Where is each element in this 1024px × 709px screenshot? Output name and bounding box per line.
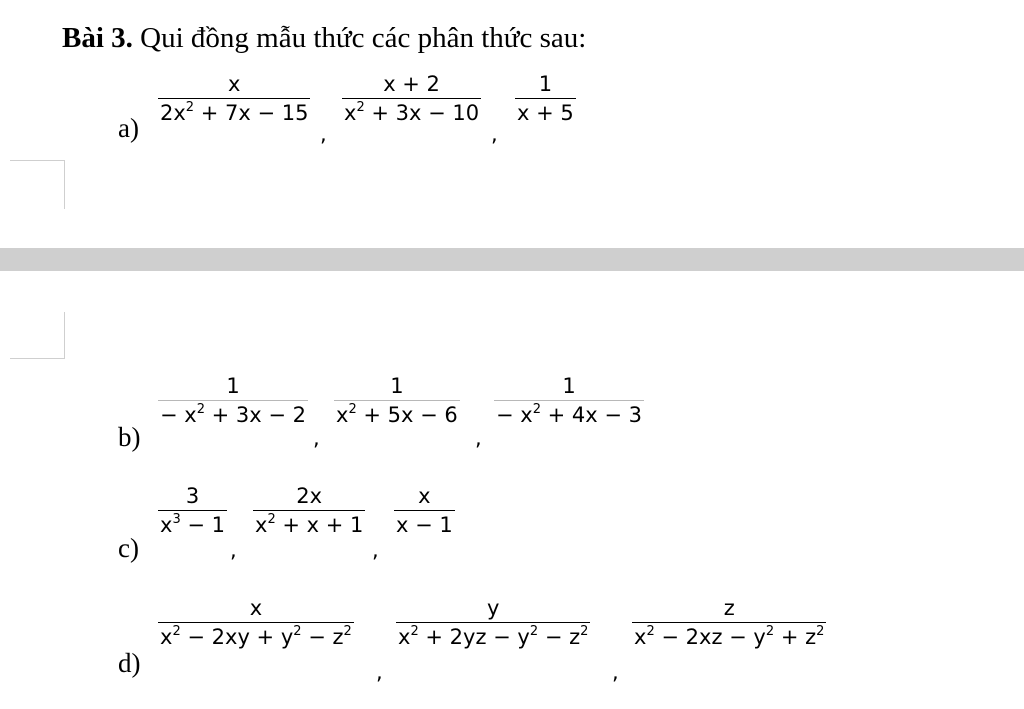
- numerator: x: [228, 72, 241, 96]
- problem-a-fraction-2: [342, 74, 481, 124]
- placeholder-box-top: [10, 160, 65, 209]
- denominator: $x^3 - 1$: [160, 512, 226, 537]
- problem-c-fraction-3: [394, 486, 455, 536]
- separator: ,: [612, 660, 619, 684]
- problem-b-fraction-3: [494, 376, 644, 426]
- numerator: 1: [562, 374, 576, 398]
- numerator: 1: [390, 374, 404, 398]
- problem-b-fraction-1: [158, 376, 308, 426]
- numerator: x: [418, 484, 431, 508]
- problem-c-fraction-1: [158, 486, 227, 536]
- denominator: $x^2 + 2yz - y^2 - z^2$: [398, 624, 589, 649]
- problem-b-fraction-2: [334, 376, 460, 426]
- denominator: $x^2 + x + 1$: [255, 512, 364, 537]
- problem-d-fraction-1: [158, 598, 354, 648]
- numerator: z: [723, 596, 735, 620]
- problem-a-label: a): [118, 113, 139, 143]
- numerator: y: [486, 596, 500, 620]
- denominator: $2x^2 + 7x - 15$: [160, 100, 309, 125]
- problem-b-label: b): [118, 422, 141, 452]
- placeholder-box-bottom: [10, 312, 65, 359]
- divider-band: [0, 248, 1024, 271]
- separator: ,: [491, 122, 498, 146]
- denominator: x − 1: [396, 513, 453, 537]
- problem-a-fraction-1: [158, 74, 310, 124]
- problem-c-fraction-2: [253, 486, 365, 536]
- numerator: 1: [538, 72, 553, 96]
- separator: ,: [372, 538, 379, 562]
- numerator: 2x: [296, 484, 323, 508]
- denominator: x + 5: [517, 101, 574, 125]
- denominator: $x^2 + 5x - 6$: [336, 402, 458, 427]
- separator: ,: [475, 426, 482, 450]
- exercise-number: Bài 3.: [62, 22, 133, 54]
- separator: ,: [313, 426, 320, 450]
- numerator: 3: [185, 484, 200, 508]
- numerator: x: [249, 596, 263, 620]
- denominator: $x^2 + 3x - 10$: [344, 100, 480, 125]
- problem-d-label: d): [118, 648, 141, 678]
- denominator: $x^2 - 2xy + y^2 - z^2$: [160, 624, 352, 649]
- problem-d-fraction-2: [396, 598, 590, 648]
- numerator: 1: [226, 374, 240, 398]
- separator: ,: [230, 538, 237, 562]
- separator: ,: [320, 122, 327, 146]
- exercise-title: [62, 22, 586, 55]
- denominator: − $x^2 + 4x - 3$: [496, 402, 643, 427]
- problem-a-fraction-3: [515, 74, 576, 124]
- denominator: − $x^2 + 3x - 2$: [160, 402, 307, 427]
- denominator: $x^2 - 2xz - y^2 + z^2$: [634, 624, 825, 649]
- numerator: x + 2: [383, 72, 440, 96]
- separator: ,: [376, 660, 383, 684]
- exercise-instruction: Qui đồng mẫu thức các phân thức sau:: [140, 22, 587, 54]
- problem-c-label: c): [118, 533, 139, 563]
- problem-d-fraction-3: [632, 598, 826, 648]
